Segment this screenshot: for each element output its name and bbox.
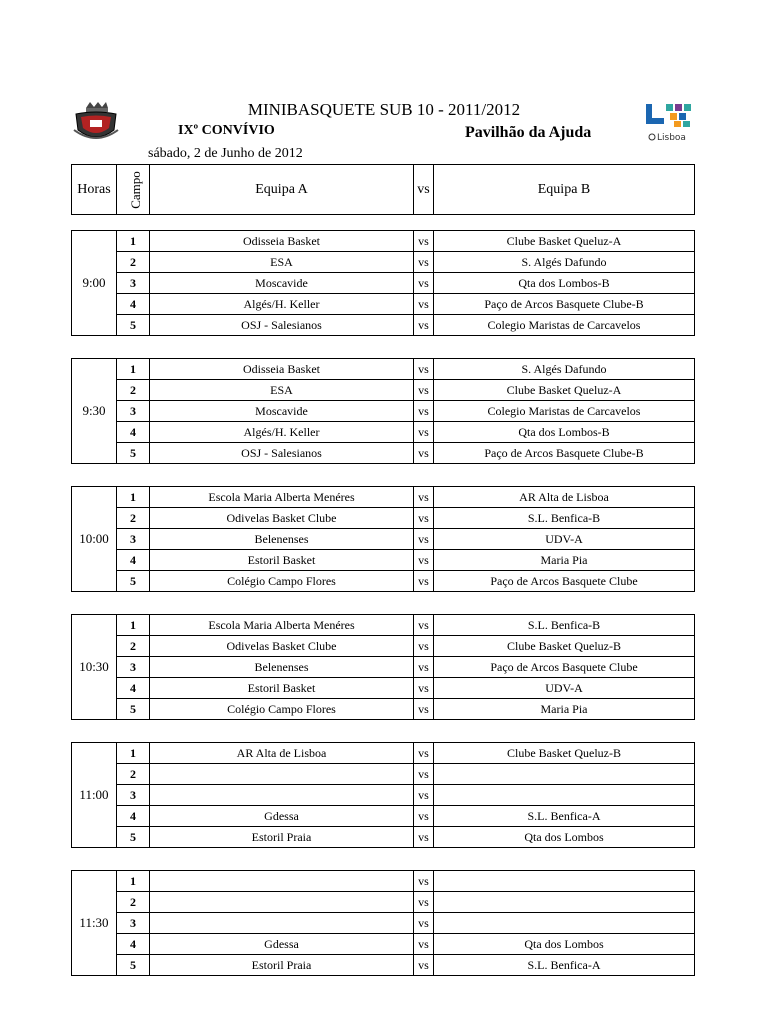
time-block xyxy=(71,870,695,976)
field-number: 3 xyxy=(117,529,150,550)
field-number: 3 xyxy=(117,401,150,422)
team-a-name: Estoril Basket xyxy=(150,550,414,571)
team-b-name: AR Alta de Lisboa xyxy=(434,487,695,508)
game-row xyxy=(72,443,695,464)
field-number: 5 xyxy=(117,699,150,720)
block-time: 11:30 xyxy=(72,871,117,976)
team-a-name: OSJ - Salesianos xyxy=(150,315,414,336)
game-row xyxy=(72,827,695,848)
vs-label: vs xyxy=(414,443,434,464)
game-row xyxy=(72,892,695,913)
vs-label: vs xyxy=(414,871,434,892)
team-b-name: Maria Pia xyxy=(434,699,695,720)
logo-text: Lisboa xyxy=(657,133,686,143)
field-number: 1 xyxy=(117,615,150,636)
vs-label: vs xyxy=(414,657,434,678)
game-row xyxy=(72,955,695,976)
team-a-name: Belenenses xyxy=(150,657,414,678)
game-row xyxy=(72,934,695,955)
team-b-name: Clube Basket Queluz-B xyxy=(434,636,695,657)
game-row xyxy=(72,294,695,315)
team-b-name: Qta dos Lombos xyxy=(434,934,695,955)
team-b-name xyxy=(434,764,695,785)
field-number: 1 xyxy=(117,487,150,508)
team-b-name: Paço de Arcos Basquete Clube xyxy=(434,657,695,678)
lisboa-logo-icon xyxy=(644,102,692,146)
team-b-name xyxy=(434,871,695,892)
field-number: 3 xyxy=(117,273,150,294)
team-b-name: Colegio Maristas de Carcavelos xyxy=(434,315,695,336)
vs-label: vs xyxy=(414,785,434,806)
game-row xyxy=(72,806,695,827)
block-time: 11:00 xyxy=(72,743,117,848)
team-a-name: Colégio Campo Flores xyxy=(150,571,414,592)
vs-label: vs xyxy=(414,550,434,571)
header-campo xyxy=(117,165,150,215)
vs-label: vs xyxy=(414,273,434,294)
team-a-name: AR Alta de Lisboa xyxy=(150,743,414,764)
vs-label: vs xyxy=(414,571,434,592)
field-number: 4 xyxy=(117,294,150,315)
field-number: 4 xyxy=(117,934,150,955)
field-number: 4 xyxy=(117,422,150,443)
block-time: 9:00 xyxy=(72,231,117,336)
game-row xyxy=(72,487,695,508)
game-row xyxy=(72,871,695,892)
game-row xyxy=(72,657,695,678)
team-a-name: Odisseia Basket xyxy=(150,231,414,252)
game-row xyxy=(72,315,695,336)
team-a-name xyxy=(150,913,414,934)
team-a-name: Colégio Campo Flores xyxy=(150,699,414,720)
team-b-name: UDV-A xyxy=(434,529,695,550)
header-team-a: Equipa A xyxy=(150,165,414,215)
time-block xyxy=(71,486,695,592)
event-date: sábado, 2 de Junho de 2012 xyxy=(148,146,303,161)
header-horas: Horas xyxy=(72,165,117,215)
game-row xyxy=(72,699,695,720)
game-row xyxy=(72,571,695,592)
block-time: 10:00 xyxy=(72,487,117,592)
game-row xyxy=(72,508,695,529)
vs-label: vs xyxy=(414,294,434,315)
field-number: 3 xyxy=(117,913,150,934)
team-a-name xyxy=(150,892,414,913)
event-subtitle: IXº CONVÍVIO xyxy=(178,123,275,138)
team-b-name: Maria Pia xyxy=(434,550,695,571)
vs-label: vs xyxy=(414,487,434,508)
game-row xyxy=(72,359,695,380)
team-a-name: Odisseia Basket xyxy=(150,359,414,380)
field-number: 2 xyxy=(117,636,150,657)
team-a-name: Escola Maria Alberta Menéres xyxy=(150,487,414,508)
team-b-name: S.L. Benfica-A xyxy=(434,806,695,827)
team-b-name: UDV-A xyxy=(434,678,695,699)
vs-label: vs xyxy=(414,508,434,529)
vs-label: vs xyxy=(414,252,434,273)
field-number: 5 xyxy=(117,571,150,592)
vs-label: vs xyxy=(414,699,434,720)
vs-label: vs xyxy=(414,892,434,913)
column-header-table xyxy=(71,164,695,215)
team-a-name: Belenenses xyxy=(150,529,414,550)
vs-label: vs xyxy=(414,806,434,827)
vs-label: vs xyxy=(414,231,434,252)
team-a-name: Escola Maria Alberta Menéres xyxy=(150,615,414,636)
team-a-name: Estoril Basket xyxy=(150,678,414,699)
game-row xyxy=(72,231,695,252)
team-a-name xyxy=(150,871,414,892)
team-a-name: Estoril Praia xyxy=(150,955,414,976)
field-number: 5 xyxy=(117,315,150,336)
header-vs: vs xyxy=(414,165,434,215)
field-number: 4 xyxy=(117,806,150,827)
team-b-name: Clube Basket Queluz-B xyxy=(434,743,695,764)
team-a-name: Odivelas Basket Clube xyxy=(150,508,414,529)
team-b-name xyxy=(434,785,695,806)
game-row xyxy=(72,422,695,443)
time-block xyxy=(71,742,695,848)
team-b-name: Qta dos Lombos xyxy=(434,827,695,848)
time-block xyxy=(71,358,695,464)
game-row xyxy=(72,785,695,806)
vs-label: vs xyxy=(414,636,434,657)
team-b-name: Paço de Arcos Basquete Clube-B xyxy=(434,443,695,464)
vs-label: vs xyxy=(414,678,434,699)
team-a-name: Estoril Praia xyxy=(150,827,414,848)
field-number: 5 xyxy=(117,827,150,848)
team-b-name: Colegio Maristas de Carcavelos xyxy=(434,401,695,422)
team-b-name: Paço de Arcos Basquete Clube xyxy=(434,571,695,592)
vs-label: vs xyxy=(414,615,434,636)
team-a-name: Algés/H. Keller xyxy=(150,422,414,443)
team-a-name xyxy=(150,785,414,806)
team-b-name: Paço de Arcos Basquete Clube-B xyxy=(434,294,695,315)
time-block xyxy=(71,614,695,720)
team-b-name: Qta dos Lombos-B xyxy=(434,422,695,443)
field-number: 2 xyxy=(117,380,150,401)
team-a-name: Gdessa xyxy=(150,806,414,827)
vs-label: vs xyxy=(414,913,434,934)
field-number: 2 xyxy=(117,892,150,913)
team-a-name: Gdessa xyxy=(150,934,414,955)
vs-label: vs xyxy=(414,955,434,976)
game-row xyxy=(72,550,695,571)
team-a-name: Moscavide xyxy=(150,273,414,294)
team-b-name: Qta dos Lombos-B xyxy=(434,273,695,294)
field-number: 1 xyxy=(117,359,150,380)
vs-label: vs xyxy=(414,380,434,401)
team-a-name: Odivelas Basket Clube xyxy=(150,636,414,657)
team-b-name: S. Algés Dafundo xyxy=(434,359,695,380)
team-b-name: Clube Basket Queluz-A xyxy=(434,380,695,401)
team-b-name: S.L. Benfica-A xyxy=(434,955,695,976)
game-row xyxy=(72,678,695,699)
team-b-name: S.L. Benfica-B xyxy=(434,508,695,529)
game-row xyxy=(72,401,695,422)
venue-name: Pavilhão da Ajuda xyxy=(465,124,592,141)
game-row xyxy=(72,380,695,401)
field-number: 3 xyxy=(117,785,150,806)
game-row xyxy=(72,252,695,273)
game-row xyxy=(72,764,695,785)
field-number: 1 xyxy=(117,871,150,892)
vs-label: vs xyxy=(414,401,434,422)
team-a-name: ESA xyxy=(150,380,414,401)
field-number: 2 xyxy=(117,764,150,785)
field-number: 2 xyxy=(117,252,150,273)
vs-label: vs xyxy=(414,315,434,336)
field-number: 1 xyxy=(117,231,150,252)
team-a-name: OSJ - Salesianos xyxy=(150,443,414,464)
game-row xyxy=(72,743,695,764)
game-row xyxy=(72,529,695,550)
header-team-b: Equipa B xyxy=(434,165,695,215)
block-time: 9:30 xyxy=(72,359,117,464)
field-number: 3 xyxy=(117,657,150,678)
team-a-name: Algés/H. Keller xyxy=(150,294,414,315)
field-number: 2 xyxy=(117,508,150,529)
team-a-name xyxy=(150,764,414,785)
team-b-name: S. Algés Dafundo xyxy=(434,252,695,273)
page-title: MINIBASQUETE SUB 10 - 2011/2012 xyxy=(247,100,521,119)
vs-label: vs xyxy=(414,827,434,848)
time-block xyxy=(71,230,695,336)
vs-label: vs xyxy=(414,934,434,955)
field-number: 5 xyxy=(117,443,150,464)
vs-label: vs xyxy=(414,359,434,380)
team-a-name: Moscavide xyxy=(150,401,414,422)
field-number: 4 xyxy=(117,550,150,571)
header-campo-label: Campo xyxy=(127,170,143,209)
team-b-name: Clube Basket Queluz-A xyxy=(434,231,695,252)
game-row xyxy=(72,615,695,636)
field-number: 1 xyxy=(117,743,150,764)
vs-label: vs xyxy=(414,529,434,550)
team-b-name xyxy=(434,892,695,913)
team-a-name: ESA xyxy=(150,252,414,273)
game-row xyxy=(72,636,695,657)
block-time: 10:30 xyxy=(72,615,117,720)
game-row xyxy=(72,273,695,294)
team-b-name: S.L. Benfica-B xyxy=(434,615,695,636)
game-row xyxy=(72,913,695,934)
team-b-name xyxy=(434,913,695,934)
vs-label: vs xyxy=(414,422,434,443)
field-number: 4 xyxy=(117,678,150,699)
field-number: 5 xyxy=(117,955,150,976)
vs-label: vs xyxy=(414,743,434,764)
vs-label: vs xyxy=(414,764,434,785)
